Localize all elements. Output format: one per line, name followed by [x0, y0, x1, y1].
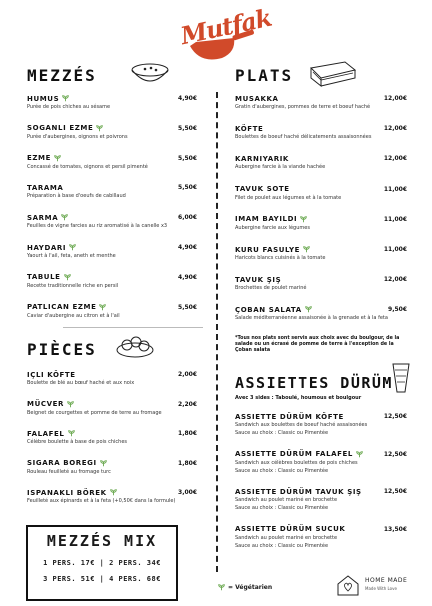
menu-item-name-wrap: [235, 185, 290, 193]
menu-item-name-wrap: [27, 95, 69, 103]
menu-item-header: [235, 525, 407, 534]
leaf-icon: [300, 216, 307, 223]
menu-item-description: Sandwich au poulet mariné en brochette: [235, 497, 338, 503]
mezzes-mix-box: [26, 525, 178, 601]
menu-item-description: Sandwich aux boulettes de boeuf haché assaisonées: [235, 422, 368, 428]
section-title-durum: ASSIETTES DÜRÜM: [235, 374, 393, 392]
menu-item-description: Aubergine farcie à la viande hachée: [235, 164, 326, 171]
menu-item-name: ÇOBAN SALATA: [235, 305, 302, 314]
menu-item-header: [235, 450, 407, 459]
menu-item-description: Sandwich au poulet mariné en brochette: [235, 534, 338, 541]
menu-item-header: [235, 245, 407, 254]
leaf-icon: [67, 401, 74, 408]
menu-item-name-wrap: [235, 215, 307, 223]
menu-item-header: [27, 429, 197, 438]
menu-item-header: [27, 183, 197, 192]
menu-item-name-wrap: [235, 95, 279, 103]
menu-item-header: [27, 124, 197, 133]
menu-item-header: [235, 487, 407, 496]
menu-item-price: 5,50€: [178, 154, 197, 162]
menu-item-name-wrap: [27, 244, 76, 252]
menu-item-description: Feuilleté aux épinards et à la feta (+0,50€ dans la formule): [27, 498, 176, 504]
durum-subtitle: Avec 3 sides : Taboulé, houmous et boulgour: [235, 395, 362, 401]
menu-item-price: 12,00€: [383, 276, 407, 284]
menu-item-name-wrap: [235, 488, 362, 496]
leaf-icon: [303, 246, 310, 253]
menu-item-name: KURU FASULYE: [235, 245, 301, 254]
menu-item-price: 1,80€: [178, 459, 197, 467]
menu-item-header: [27, 488, 197, 497]
menu-item-name: KÖFTE: [235, 124, 264, 133]
menu-item-name-wrap: [27, 400, 74, 408]
menu-item-name: ASSIETTE DÜRÜM KÖFTE: [235, 412, 344, 421]
menu-item-header: [27, 370, 197, 379]
menu-item: [27, 370, 197, 387]
leaf-icon: [218, 584, 225, 591]
menu-item-description: Boulettes de boeuf haché délicatements assaisonnées: [235, 134, 372, 141]
menu-item-name-wrap: [235, 125, 263, 133]
menu-item-description: Aubergine farcie aux légumes: [235, 224, 310, 231]
menu-item-name-wrap: [235, 246, 310, 254]
menu-item-description: Feuilles de vigne farcies au riz aromatisé à la canelle x3: [27, 223, 168, 230]
menu-item-header: [27, 213, 197, 222]
menu-item-name: MÜCVER: [27, 400, 64, 408]
menu-item-name: ASSIETTE DÜRÜM FALAFEL: [235, 450, 353, 458]
menu-item: [27, 154, 197, 171]
menu-item-price: 12,50€: [383, 413, 407, 420]
menu-item-description: Filet de poulet aux légumes et à la tomate: [235, 194, 342, 201]
menu-item-name-wrap: [27, 430, 75, 438]
leaf-icon: [305, 306, 312, 313]
menu-item-name: TAVUK SOTE: [235, 185, 290, 194]
house-icon: [335, 573, 361, 597]
menu-item-header: [27, 400, 197, 409]
separator: [63, 327, 203, 328]
menu-item-description: Yaourt à l'ail, feta, aneth et menthe: [27, 253, 116, 259]
leaf-icon: [69, 244, 76, 251]
menu-item-price: 6,00€: [178, 214, 197, 222]
menu-item-description: Rouleau feuilleté au fromage turc: [27, 468, 111, 475]
menu-item-price: 11,00€: [383, 215, 407, 223]
menu-item-price: 1,80€: [178, 430, 197, 437]
section-title-plats: PLATS: [235, 66, 294, 85]
menu-item: [27, 429, 197, 446]
menu-item-name-wrap: [27, 124, 103, 132]
menu-item-name-wrap: [235, 276, 281, 284]
menu-item-name: TAVUK ŞIŞ: [235, 275, 282, 284]
menu-item-name-wrap: [235, 450, 363, 458]
menu-item-name-wrap: [27, 489, 117, 497]
leaf-icon: [61, 214, 68, 221]
menu-item-header: [27, 459, 197, 468]
mix-line-2: 3 PERS. 51€ | 4 PERS. 68€: [43, 575, 161, 583]
menu-item-price: 2,00€: [178, 371, 197, 378]
leaf-icon: [62, 95, 69, 102]
menu-item-price: 12,50€: [383, 450, 407, 458]
menu-item-header: [27, 273, 197, 282]
leaf-icon: [356, 451, 363, 458]
menu-item: [27, 124, 197, 141]
menu-item-name: IÇLI KÖFTE: [27, 370, 76, 379]
homemade-title: HOME MADE: [365, 577, 408, 584]
menu-item: [27, 488, 197, 505]
menu-item-price: 12,50€: [383, 488, 407, 495]
menu-item: [235, 94, 407, 111]
menu-item-price: 13,50€: [383, 525, 407, 533]
menu-item-name-wrap: [27, 371, 76, 379]
menu-item-name: MUSAKKA: [235, 94, 279, 103]
menu-item-header: [27, 243, 197, 252]
lasagna-icon: [305, 56, 359, 88]
menu-item-header: [235, 305, 407, 314]
menu-item-price: 4,90€: [178, 95, 197, 102]
menu-item-name: ASSIETTE DÜRÜM SUCUK: [235, 525, 346, 533]
falafel-plate-icon: [115, 332, 155, 360]
menu-item-description: Salade méditerranéenne assaisonée à la grenade et à la feta: [235, 315, 388, 322]
menu-item-name-wrap: [27, 184, 63, 192]
menu-item-name-wrap: [27, 154, 61, 162]
menu-item-name: IMAM BAYILDI: [235, 215, 298, 224]
menu-item-description: Beignet de courgettes et pomme de terre au fromage: [27, 409, 162, 416]
menu-item: [235, 215, 407, 232]
menu-item-header: [235, 275, 407, 284]
menu-item: [27, 400, 197, 417]
menu-item-description: Boulette de blé au bœuf haché et aux noix: [27, 380, 135, 386]
menu-item-price: 5,50€: [178, 124, 197, 132]
menu-item-price: 5,50€: [178, 303, 197, 311]
menu-item-name-wrap: [235, 155, 289, 163]
menu-item: [235, 305, 407, 322]
menu-item-name-wrap: [27, 459, 107, 467]
veg-legend: [218, 584, 272, 591]
menu-item-header: [235, 412, 407, 421]
menu-item-sauce: Sauce au choix : Classic ou Pimentée: [235, 505, 329, 511]
menu-item: [27, 459, 197, 476]
menu-item-description: Purée de pois chiches au sésame: [27, 104, 111, 110]
menu-item-name: SOGANLI EZME: [27, 124, 94, 133]
menu-item-name: ISPANAKLI BÖREK: [27, 488, 107, 497]
menu-item-header: [235, 185, 407, 194]
menu-item-description: Brochettes de poulet mariné: [235, 285, 307, 292]
menu-item: [235, 487, 407, 512]
menu-item-name: TABULE: [27, 273, 61, 282]
menu-item-price: 12,00€: [383, 155, 407, 163]
section-title-pieces: PIÈCES: [27, 340, 97, 359]
homemade-subtitle: Made With Love: [365, 586, 397, 591]
menu-item-description: Haricots blancs cuisinés à la tomate: [235, 255, 326, 261]
menu-item-header: [235, 215, 407, 224]
menu-item-sauce: Sauce au choix : Classic ou Pimentée: [235, 542, 329, 549]
menu-item-description: Gratin d'aubergines, pommes de terre et boeuf haché: [235, 104, 371, 110]
menu-item-description: Caviar d'aubergine au citron et à l'ail: [27, 312, 120, 319]
menu-item-header: [235, 124, 407, 133]
mix-title: MEZZÉS MIX: [46, 532, 158, 550]
leaf-icon: [68, 430, 75, 437]
menu-item-header: [27, 94, 197, 103]
menu-item-price: 11,00€: [383, 185, 407, 193]
menu-item-sauce: Sauce au choix : Classic ou Pimentée: [235, 467, 329, 474]
menu-item-name-wrap: [27, 214, 68, 222]
leaf-icon: [96, 125, 103, 132]
menu-item: [235, 275, 407, 292]
menu-item-name-wrap: [27, 303, 106, 311]
menu-item-sauce: Sauce au choix : Classic ou Pimentée: [235, 430, 329, 436]
menu-item-price: 2,20€: [178, 400, 197, 408]
menu-item-name: SIGARA BOREGI: [27, 459, 97, 467]
section-title-mezzes: MEZZÉS: [27, 66, 97, 85]
durum-wrap-icon: [389, 362, 413, 394]
menu-item-description: Recette traditionnelle riche en persil: [27, 282, 119, 289]
menu-item: [27, 94, 197, 111]
menu-item: [235, 154, 407, 171]
menu-item-price: 11,00€: [383, 246, 407, 253]
menu-item: [27, 243, 197, 260]
menu-item-price: 12,00€: [383, 95, 407, 102]
menu-item: [27, 273, 197, 290]
menu-item-price: 4,90€: [178, 273, 197, 281]
leaf-icon: [99, 304, 106, 311]
menu-item-price: 4,90€: [178, 244, 197, 251]
plats-note: *Tous nos plats sont servis aux choix avec du boulgour, de la salade ou un écrasé de pomme de terre à l'exception de la Çoban salata: [235, 336, 400, 353]
leaf-icon: [54, 155, 61, 162]
menu-item-name: FALAFEL: [27, 429, 65, 438]
menu-item-name: TARAMA: [27, 183, 64, 192]
menu-item-name: EZME: [27, 154, 52, 163]
leaf-icon: [100, 460, 107, 467]
menu-item-description: Sandwich aux célèbres boulettes de pois chiches: [235, 459, 358, 466]
leaf-icon: [64, 274, 71, 281]
menu-item-price: 3,00€: [178, 489, 197, 496]
left-column: [27, 0, 197, 606]
leaf-icon: [110, 489, 117, 496]
menu-item-price: 12,00€: [383, 125, 407, 133]
menu-item-name: SARMA: [27, 213, 59, 222]
menu-item-header: [235, 154, 407, 163]
menu-item: [235, 525, 407, 550]
menu-item-name-wrap: [27, 273, 71, 281]
menu-item: [235, 124, 407, 141]
menu-item-description: Purée d'aubergines, oignons et poivrons: [27, 133, 128, 140]
veg-legend-text: = Végétarien: [228, 584, 273, 591]
menu-item-description: Célèbre boulette à base de pois chiches: [27, 439, 127, 445]
homemade-badge: [335, 573, 415, 597]
menu-item-header: [27, 154, 197, 163]
menu-item-header: [235, 94, 407, 103]
menu-item-name: PATLICAN EZME: [27, 303, 97, 312]
menu-item: [235, 412, 407, 437]
menu-item-header: [27, 303, 197, 312]
menu-item: [235, 245, 407, 262]
mix-line-1: 1 PERS. 17€ | 2 PERS. 34€: [43, 559, 161, 567]
logo-text: Mutfak: [177, 2, 274, 51]
column-divider: [216, 92, 218, 572]
menu-item: [27, 213, 197, 230]
menu-item-description: Préparation à base d'oeufs de cabillaud: [27, 193, 126, 200]
menu-item-description: Concassé de tomates, oignons et persil pimenté: [27, 163, 148, 170]
menu-item: [235, 185, 407, 202]
menu-item-name-wrap: [235, 525, 345, 533]
menu-item-name: KARNIYARIK: [235, 154, 289, 163]
menu-item-name: ASSIETTE DÜRÜM TAVUK ŞIŞ: [235, 487, 362, 496]
mezze-bowl-icon: [127, 60, 173, 88]
menu-item: [27, 183, 197, 200]
menu-item: [27, 303, 197, 320]
menu-item-name: HUMUS: [27, 94, 60, 103]
menu-item-name-wrap: [235, 413, 344, 421]
menu-item: [235, 450, 407, 475]
menu-item-price: 9,50€: [388, 306, 407, 314]
menu-item-name: HAYDARI: [27, 243, 67, 252]
menu-item-price: 5,50€: [178, 184, 197, 192]
right-column: [235, 0, 407, 606]
menu-item-name-wrap: [235, 306, 312, 314]
